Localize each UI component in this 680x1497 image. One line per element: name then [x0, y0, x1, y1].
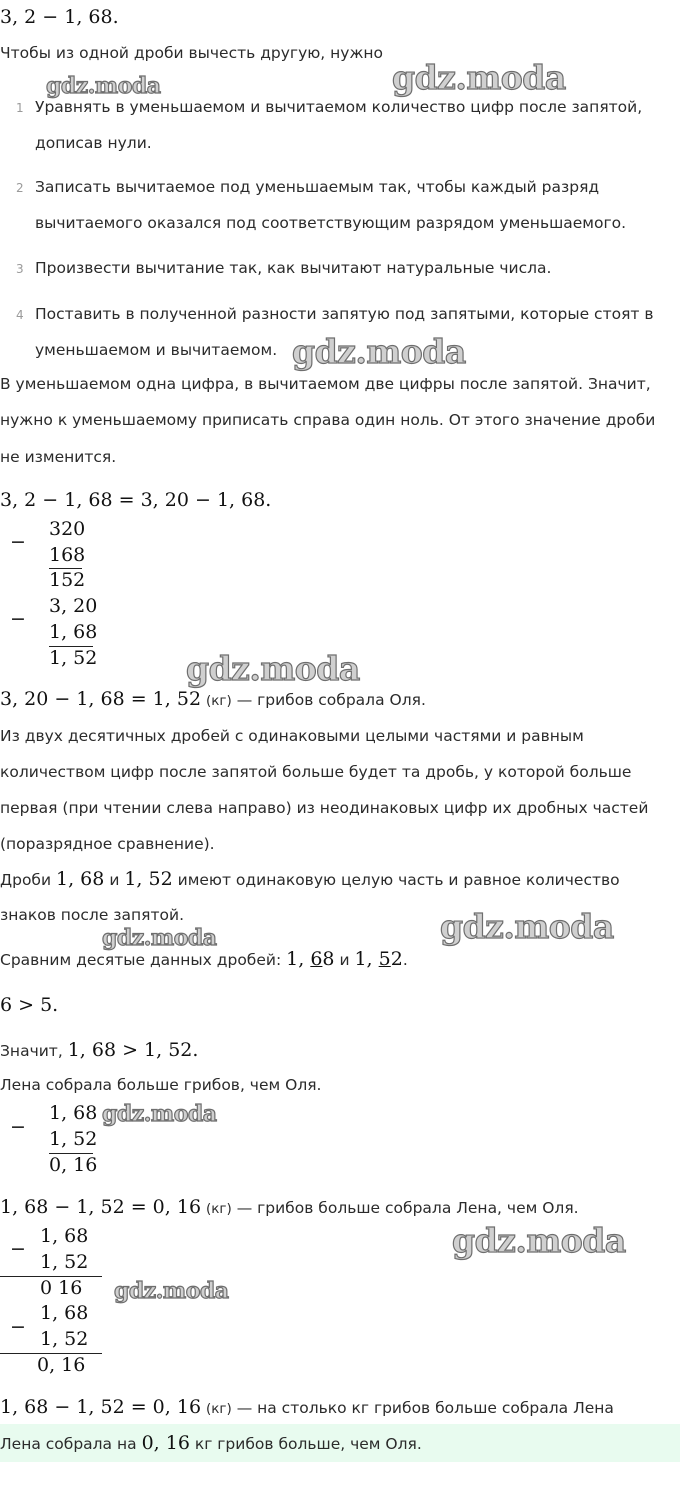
step-text-continued: дописав нули. — [35, 134, 152, 152]
inequality-digits: 6 > 5. — [0, 994, 59, 1016]
result-expression: 1, 68 − 1, 52 = 0, 16 — [0, 1196, 202, 1218]
fraction-b — [354, 948, 402, 970]
minus-sign: − — [10, 1116, 26, 1138]
difference: 0, 16 — [49, 1154, 98, 1176]
step-number: 1 — [16, 101, 24, 115]
step-text: Записать вычитаемое под уменьшаемым так, чтобы каждый разряд — [35, 178, 600, 196]
minuend: 1, 68 — [40, 1302, 89, 1324]
watermark-logo: gdz.moda — [392, 58, 566, 97]
unit-label: (кг) — [205, 1401, 232, 1417]
watermark-logo: gdz.moda — [452, 1221, 626, 1260]
fraction-a — [286, 948, 334, 970]
watermark-logo: gdz.moda — [46, 73, 161, 99]
minuend: 3, 20 — [49, 595, 98, 617]
step-text-continued: уменьшаемом и вычитаемом. — [35, 341, 278, 359]
difference: 152 — [49, 569, 86, 591]
inequality-fractions: 1, 68 > 1, 52. — [67, 1039, 199, 1061]
minus-sign: − — [10, 1238, 26, 1260]
step-number: 3 — [16, 262, 24, 276]
difference: 0 16 — [40, 1277, 83, 1299]
answer-value: 0, 16 — [141, 1432, 190, 1454]
answer-box — [0, 1424, 680, 1462]
unit-label: (кг) — [205, 693, 232, 709]
text: кг грибов больше, чем Оля. — [194, 1435, 422, 1453]
text: и — [109, 871, 120, 889]
unit-label: (кг) — [205, 1201, 232, 1217]
rule-line: (поразрядное сравнение). — [0, 835, 215, 853]
watermark-logo: gdz.moda — [102, 925, 217, 951]
explanation-line: не изменится. — [0, 448, 117, 466]
result-text: — грибов больше собрала Лена, чем Оля. — [236, 1199, 579, 1217]
text: Значит, — [0, 1042, 63, 1060]
watermark-logo: gdz.moda — [102, 1101, 217, 1127]
subtrahend: 1, 52 — [40, 1251, 89, 1273]
minuend: 320 — [49, 518, 86, 540]
minuend: 1, 68 — [40, 1225, 89, 1247]
intro-text: Чтобы из одной дроби вычесть другую, нужно — [0, 44, 384, 62]
minus-sign: − — [10, 608, 26, 630]
answer-text — [0, 1432, 422, 1454]
step-text-continued: вычитаемого оказался под соответствующим разрядом уменьшаемого. — [35, 214, 627, 232]
integer-part: 1, — [354, 948, 373, 970]
difference: 0, 16 — [37, 1354, 86, 1376]
rule-line: первая (при чтении слева направо) из неодинаковых цифр их дробных частей — [0, 799, 649, 817]
minus-sign: − — [10, 531, 26, 553]
fractions-statement-continued: знаков после запятой. — [0, 906, 185, 924]
hundredths-digit: 8 — [322, 948, 335, 970]
lena-more-text: Лена собрала больше грибов, чем Оля. — [0, 1076, 322, 1094]
subtrahend: 1, 68 — [49, 621, 98, 643]
integer-part: 1, — [286, 948, 305, 970]
tenths-digit: 6 — [310, 948, 323, 970]
rule-line: Из двух десятичных дробей с одинаковыми целыми частями и равным — [0, 727, 584, 745]
fraction-a: 1, 68 — [56, 868, 105, 890]
rule-line: количеством цифр после запятой больше будет та дробь, у которой больше — [0, 763, 632, 781]
watermark-logo: gdz.moda — [186, 649, 360, 688]
hundredths-digit: 2 — [390, 948, 403, 970]
watermark-logo: gdz.moda — [114, 1278, 229, 1304]
difference: 1, 52 — [49, 647, 98, 669]
compare-tenths — [0, 948, 408, 970]
text: имеют одинаковую целую часть и равное количество — [177, 871, 620, 889]
watermark-logo: gdz.moda — [440, 907, 614, 946]
conclusion — [0, 1039, 198, 1061]
text: Лена собрала на — [0, 1435, 137, 1453]
text: Дроби — [0, 871, 52, 889]
step-text: Произвести вычитание так, как вычитают натуральные числа. — [35, 259, 552, 277]
result-expression: 1, 68 − 1, 52 = 0, 16 — [0, 1396, 202, 1418]
step-text: Уравнять в уменьшаемом и вычитаемом количество цифр после запятой, — [35, 98, 643, 116]
subtrahend: 1, 52 — [40, 1328, 89, 1350]
step-text: Поставить в полученной разности запятую под запятыми, которые стоят в — [35, 305, 654, 323]
explanation-line: В уменьшаемом одна цифра, в вычитаемом две цифры после запятой. Значит, — [0, 375, 651, 393]
minus-sign: − — [10, 1316, 26, 1338]
equation-equalize: 3, 2 − 1, 68 = 3, 20 − 1, 68. — [0, 489, 272, 511]
step-number: 2 — [16, 181, 24, 195]
subtrahend: 1, 52 — [49, 1128, 98, 1150]
result-lena-more — [0, 1196, 579, 1218]
fraction-b: 1, 52 — [124, 868, 173, 890]
minuend: 1, 68 — [49, 1102, 98, 1124]
text: . — [402, 951, 408, 969]
text: Сравним десятые данных дробей: — [0, 951, 282, 969]
result-olya — [0, 688, 426, 710]
explanation-line: нужно к уменьшаемому приписать справа один ноль. От этого значение дроби — [0, 411, 656, 429]
result-text: — грибов собрала Оля. — [236, 691, 426, 709]
step-number: 4 — [16, 308, 24, 322]
result-expression: 3, 20 − 1, 68 = 1, 52 — [0, 688, 202, 710]
result-final — [0, 1396, 614, 1418]
result-text: — на столько кг грибов больше собрала Лена — [236, 1399, 614, 1417]
watermark-logo: gdz.moda — [292, 332, 466, 371]
text: и — [339, 951, 350, 969]
tenths-digit: 5 — [378, 948, 391, 970]
header-expression: 3, 2 − 1, 68. — [0, 6, 119, 28]
fractions-statement — [0, 868, 620, 890]
subtrahend: 168 — [49, 544, 86, 566]
